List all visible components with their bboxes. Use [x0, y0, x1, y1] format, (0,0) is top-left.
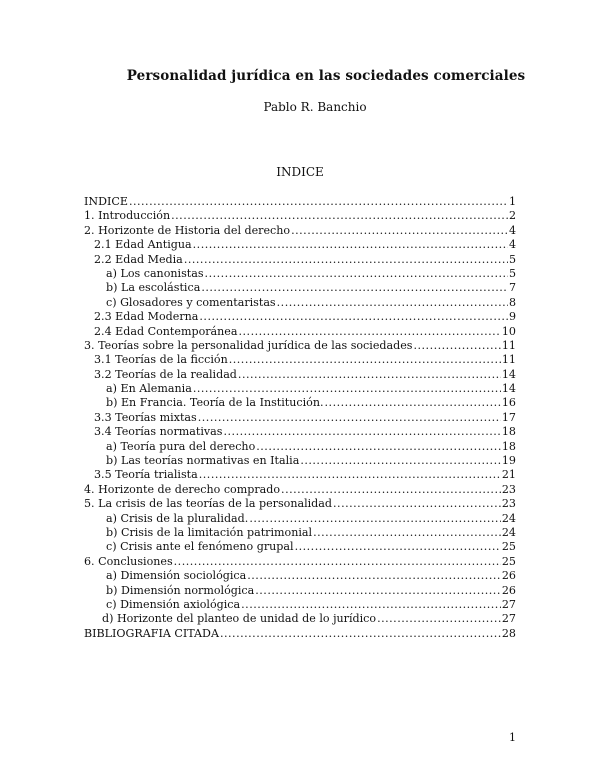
table-of-contents	[84, 195, 516, 641]
toc-entry-title: a) Teoría pura del derecho	[106, 439, 256, 453]
toc-entry[interactable]	[84, 353, 516, 367]
toc-leader	[256, 440, 501, 454]
toc-entry-page: 7	[508, 281, 516, 295]
document-title: Personalidad jurídica en las sociedades comerciales	[126, 68, 526, 84]
toc-entry[interactable]	[84, 598, 516, 612]
toc-entry-title: a) Dimensión sociológica	[106, 569, 247, 583]
toc-entry-page: 23	[501, 482, 516, 496]
document-author: Pablo R. Banchio	[263, 100, 367, 114]
toc-leader	[277, 296, 508, 310]
toc-entry[interactable]	[84, 253, 516, 267]
toc-leader	[333, 497, 501, 511]
toc-entry-page: 24	[501, 511, 516, 525]
toc-entry-title: 3.4 Teorías normativas	[94, 425, 223, 439]
toc-entry-title: a) Los canonistas	[106, 266, 204, 280]
toc-entry-title: 4. Horizonte de derecho comprado	[84, 482, 281, 496]
toc-entry-page: 26	[501, 569, 516, 583]
toc-entry[interactable]	[84, 569, 516, 583]
toc-entry-title: b) En Francia. Teoría de la Institución.	[106, 396, 324, 410]
toc-leader	[174, 555, 501, 569]
toc-entry-title: BIBLIOGRAFIA CITADA	[84, 626, 219, 640]
toc-entry-page: 5	[508, 252, 516, 266]
toc-entry-title: 3. Teorías sobre la personalidad jurídica de las sociedades	[84, 338, 413, 352]
toc-entry[interactable]	[84, 454, 516, 468]
toc-entry-page: 18	[501, 439, 516, 453]
toc-leader	[377, 612, 501, 626]
toc-entry[interactable]	[84, 526, 516, 540]
toc-entry-page: 26	[501, 583, 516, 597]
toc-leader	[313, 526, 501, 540]
toc-entry-title: c) Dimensión axiológica	[106, 597, 241, 611]
toc-entry-title: a) En Alemania	[106, 382, 192, 396]
toc-entry-page: 24	[501, 525, 516, 539]
toc-entry-title: 1. Introducción	[84, 209, 171, 223]
toc-entry[interactable]	[84, 339, 516, 353]
toc-entry[interactable]	[84, 396, 516, 410]
toc-entry-title: 3.2 Teorías de la realidad	[94, 367, 237, 381]
toc-leader	[247, 569, 501, 583]
toc-leader	[199, 468, 501, 482]
toc-entry[interactable]	[84, 584, 516, 598]
toc-entry-title: b) Las teorías normativas en Italia	[106, 454, 300, 468]
toc-leader	[249, 512, 501, 526]
toc-leader	[281, 483, 501, 497]
toc-leader	[255, 584, 501, 598]
toc-entry[interactable]	[84, 296, 516, 310]
toc-entry[interactable]	[84, 382, 516, 396]
toc-leader	[205, 267, 508, 281]
toc-entry[interactable]	[84, 468, 516, 482]
toc-entry-page: 4	[508, 238, 516, 252]
toc-leader	[198, 411, 501, 425]
toc-entry-page: 23	[501, 497, 516, 511]
toc-entry[interactable]	[84, 310, 516, 324]
toc-entry-page: 17	[501, 410, 516, 424]
toc-leader	[129, 195, 508, 209]
toc-leader	[201, 281, 508, 295]
toc-entry-page: 5	[508, 266, 516, 280]
toc-leader	[193, 382, 501, 396]
toc-entry-title: 2.4 Edad Contemporánea	[94, 324, 238, 338]
toc-entry-page: 1	[508, 195, 516, 208]
toc-entry-page: 2	[508, 209, 516, 223]
toc-entry[interactable]	[84, 627, 516, 641]
toc-entry-page: 16	[501, 396, 516, 410]
toc-entry-page: 18	[501, 425, 516, 439]
toc-leader	[220, 627, 501, 641]
toc-entry-page: 27	[501, 612, 516, 626]
toc-entry-page: 10	[501, 324, 516, 338]
toc-entry[interactable]	[84, 512, 516, 526]
toc-leader	[229, 353, 501, 367]
toc-leader	[199, 310, 508, 324]
toc-leader	[413, 339, 500, 353]
toc-entry[interactable]	[84, 325, 516, 339]
toc-entry-title: b) Dimensión normológica	[106, 583, 255, 597]
toc-entry-page: 19	[501, 454, 516, 468]
toc-entry-page: 28	[501, 626, 516, 640]
toc-entry[interactable]	[84, 238, 516, 252]
toc-entry[interactable]	[84, 497, 516, 511]
toc-entry-page: 11	[501, 338, 516, 352]
toc-entry[interactable]	[84, 440, 516, 454]
toc-entry[interactable]	[84, 425, 516, 439]
toc-entry-title: 3.1 Teorías de la ficción	[94, 353, 228, 367]
toc-entry-title: 3.3 Teorías mixtas	[94, 410, 197, 424]
toc-entry[interactable]	[84, 483, 516, 497]
toc-entry[interactable]	[84, 281, 516, 295]
toc-entry-title: 2.3 Edad Moderna	[94, 310, 199, 324]
toc-leader	[241, 598, 501, 612]
toc-entry-title: 2.2 Edad Media	[94, 252, 183, 266]
toc-entry-page: 8	[508, 295, 516, 309]
toc-entry-page: 14	[501, 382, 516, 396]
toc-entry-title: d) Horizonte del planteo de unidad de lo jurídico	[102, 612, 377, 626]
toc-leader	[193, 238, 508, 252]
index-heading: INDICE	[276, 165, 324, 179]
toc-entry-title: 5. La crisis de las teorías de la personalidad	[84, 497, 333, 511]
toc-leader	[223, 425, 500, 439]
toc-entry-title: 3.5 Teoría trialista	[94, 468, 198, 482]
toc-entry-title: 2. Horizonte de Historia del derecho	[84, 223, 291, 237]
toc-entry[interactable]	[84, 224, 516, 238]
toc-entry-page: 21	[501, 468, 516, 482]
toc-entry-page: 9	[508, 310, 516, 324]
toc-entry[interactable]	[84, 555, 516, 569]
toc-leader	[300, 454, 501, 468]
toc-leader	[291, 224, 508, 238]
toc-entry-title: a) Crisis de la pluralidad.	[106, 511, 249, 525]
toc-entry[interactable]	[84, 209, 516, 223]
toc-entry-page: 14	[501, 367, 516, 381]
toc-entry-title: b) La escolástica	[106, 281, 201, 295]
toc-leader	[239, 325, 501, 339]
toc-entry-title: b) Crisis de la limitación patrimonial	[106, 525, 313, 539]
toc-leader	[238, 368, 501, 382]
toc-entry[interactable]	[84, 612, 516, 626]
toc-entry[interactable]	[84, 195, 516, 209]
toc-leader	[325, 396, 501, 410]
toc-entry-page: 25	[501, 540, 516, 554]
toc-leader	[184, 253, 508, 267]
toc-entry[interactable]	[84, 540, 516, 554]
page-number: 1	[509, 731, 516, 744]
toc-entry-page: 11	[501, 353, 516, 367]
toc-entry-title: c) Crisis ante el fenómeno grupal	[106, 540, 294, 554]
toc-entry[interactable]	[84, 411, 516, 425]
toc-entry[interactable]	[84, 267, 516, 281]
toc-entry-title: INDICE	[84, 195, 128, 208]
toc-entry-title: c) Glosadores y comentaristas	[106, 295, 276, 309]
toc-entry-title: 6. Conclusiones	[84, 554, 173, 568]
toc-entry-title: 2.1 Edad Antigua	[94, 238, 192, 252]
toc-leader	[171, 209, 508, 223]
toc-entry-page: 27	[501, 597, 516, 611]
toc-entry-page: 4	[508, 223, 516, 237]
toc-leader	[295, 540, 501, 554]
toc-entry[interactable]	[84, 368, 516, 382]
toc-entry-page: 25	[501, 554, 516, 568]
